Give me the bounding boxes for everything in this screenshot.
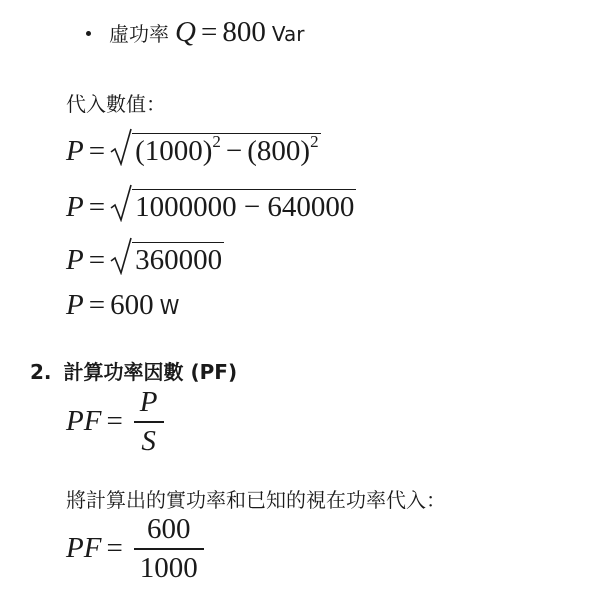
eq3-sqrt xyxy=(110,237,224,275)
pf-lhs: PF xyxy=(66,405,102,438)
eq1-lhs: P xyxy=(66,135,84,167)
pf-denominator: S xyxy=(141,424,156,457)
real-power-unit: W xyxy=(159,295,180,319)
eq4-equals: = xyxy=(88,289,106,321)
reactive-power-equation xyxy=(175,18,266,47)
reactive-power-label: 虛功率 xyxy=(109,22,169,46)
eq1-minus: − xyxy=(225,135,243,167)
sqrt-symbol-icon xyxy=(110,184,132,222)
pf-fraction xyxy=(134,388,164,456)
section-2-number: 2. xyxy=(30,360,52,384)
eq2-sqrt xyxy=(110,184,356,222)
pf-formula xyxy=(66,388,164,456)
equals-sign: = xyxy=(200,16,218,48)
pf-sub-numerator: 600 xyxy=(147,513,191,545)
eq1-equals: = xyxy=(88,135,106,167)
substitute-values-label: 代入數值： xyxy=(66,92,166,116)
equation-line-1 xyxy=(66,128,321,166)
eq2-radicand: 1000000 − 640000 xyxy=(132,189,356,222)
eq1-exp-b: 2 xyxy=(310,132,319,152)
sqrt-symbol-icon xyxy=(110,128,132,166)
eq1-term-a: (1000) xyxy=(135,135,213,167)
reactive-power-bullet xyxy=(86,18,304,47)
eq1-term-b: (800) xyxy=(247,135,311,167)
eq1-exp-a: 2 xyxy=(212,132,221,152)
eq4-lhs: P xyxy=(66,289,84,321)
section-2-title: 計算功率因數 (PF) xyxy=(63,360,238,384)
pf-numerator: P xyxy=(139,386,158,418)
eq1-radicand xyxy=(132,133,321,166)
equation-line-2 xyxy=(66,184,356,222)
eq3-equals: = xyxy=(88,244,106,276)
equation-line-3 xyxy=(66,237,224,275)
sqrt-symbol-icon xyxy=(110,237,132,275)
pf-sub-denominator: 1000 xyxy=(139,551,198,584)
pf-sub-fraction xyxy=(134,515,204,583)
q-variable: Q xyxy=(175,16,196,48)
instruction-text: 將計算出的實功率和已知的視在功率代入： xyxy=(66,488,446,512)
pf-equals: = xyxy=(106,405,123,438)
eq3-lhs: P xyxy=(66,244,84,276)
eq1-sqrt xyxy=(110,128,321,166)
pf-sub-lhs: PF xyxy=(66,532,102,565)
eq2-equals: = xyxy=(88,191,106,223)
bullet-dot-icon xyxy=(86,31,91,36)
eq2-lhs: P xyxy=(66,191,84,223)
real-power-value: 600 xyxy=(110,289,154,321)
reactive-power-value: 800 xyxy=(222,16,266,48)
eq3-radicand: 360000 xyxy=(132,242,224,275)
pf-sub-equals: = xyxy=(106,532,123,565)
equation-line-4 xyxy=(66,291,179,320)
pf-substituted xyxy=(66,515,204,583)
reactive-power-unit: Var xyxy=(271,22,305,46)
section-2-heading xyxy=(30,356,237,385)
